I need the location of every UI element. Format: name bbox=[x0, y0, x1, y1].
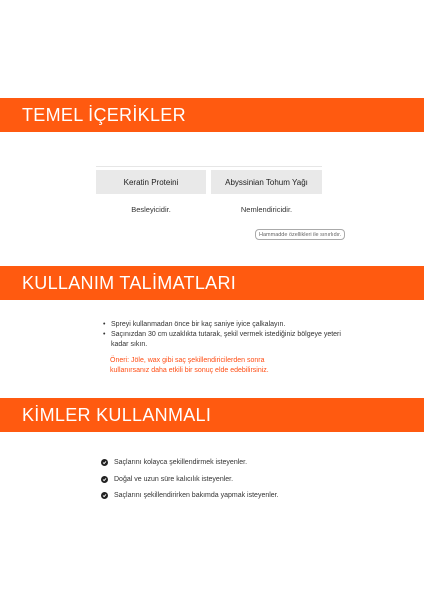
usage-step bbox=[103, 320, 343, 330]
audience-title: KİMLER KULLANMALI bbox=[22, 404, 212, 425]
ingredients-banner bbox=[0, 98, 424, 132]
usage-step bbox=[103, 330, 343, 350]
bullet-dot-icon: • bbox=[103, 331, 106, 338]
usage-step-text: Saçınızdan 30 cm uzaklıkta tutarak, şekil vermek istediğiniz bölgeye yeteri kadar sıkın. bbox=[111, 331, 341, 348]
ingredient-header-keratin: Keratin Proteini bbox=[96, 170, 206, 194]
ingredient-benefit-abyssinian: Nemlendiricidir. bbox=[240, 204, 293, 214]
usage-tip-line: Öneri: Jöle, wax gibi saç şekillendiricilerden sonra bbox=[110, 357, 265, 364]
ingredients-title: TEMEL İÇERİKLER bbox=[22, 104, 186, 125]
usage-banner bbox=[0, 266, 424, 300]
ingredient-benefit-keratin: Besleyicidir. bbox=[131, 204, 171, 214]
check-circle-icon bbox=[101, 459, 108, 466]
usage-steps bbox=[103, 320, 343, 350]
usage-title: KULLANIM TALİMATLARI bbox=[22, 272, 237, 293]
table-divider bbox=[96, 166, 322, 167]
check-circle-icon bbox=[101, 492, 108, 499]
audience-item-text: Doğal ve uzun süre kalıcılık isteyenler. bbox=[114, 476, 234, 483]
audience-item-text: Saçlarını şekillendirirken bakımda yapmak isteyenler. bbox=[114, 492, 279, 499]
usage-step-text: Spreyi kullanmadan önce bir kaç saniye iyice çalkalayın. bbox=[111, 321, 286, 328]
audience-item bbox=[101, 476, 233, 483]
audience-item bbox=[101, 459, 247, 466]
disclaimer-note: Hammadde özellikleri ile sınırlıdır. bbox=[255, 229, 345, 240]
usage-tip bbox=[110, 356, 330, 376]
check-circle-icon bbox=[101, 476, 108, 483]
bullet-dot-icon: • bbox=[103, 321, 106, 328]
usage-tip-line: kullanırsanız daha etkili bir sonuç elde edebilirsiniz. bbox=[110, 367, 269, 374]
audience-banner bbox=[0, 398, 424, 432]
audience-item bbox=[101, 492, 279, 499]
audience-item-text: Saçlarını kolayca şekillendirmek isteyenler. bbox=[114, 459, 248, 466]
ingredient-header-abyssinian: Abyssinian Tohum Yağı bbox=[211, 170, 322, 194]
